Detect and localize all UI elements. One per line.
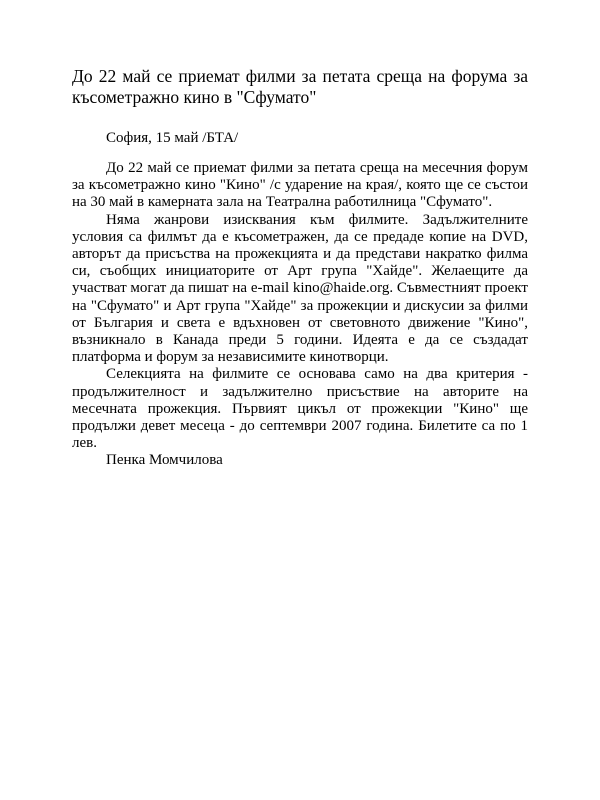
article-title: До 22 май се приемат филми за петата среща на форума за късометражно кино в "Сфумато" <box>72 66 528 107</box>
author-signature: Пенка Момчилова <box>106 452 223 469</box>
article-body <box>72 160 528 470</box>
body-paragraph: Няма жанрови изисквания към филмите. Задължителните условия са филмът да е късометражен, да се предаде копие на DVD, авторът да присъства на прожекцията и да представи накратко филма си, съобщих инициаторите от Арт група "Хайде". Желаещите да участват могат да пишат на e-mail kino@haide.org. Съвместният проект на "Сфумато" и Арт група "Хайде" за прожекции и дискусии за филми от България и света е вдъхновен от световното движение "Кино", възникнало в Канада преди 5 години. Идеята е да се създадат платформа и форум за независимите кинотворци. <box>72 211 528 366</box>
body-paragraph: Селекцията на филмите се основава само на два критерия - продължителност и задължително присъствие на авторите на месечната прожекция. Първият цикъл от прожекции "Кино" ще продължи девет месеца - до септември 2007 година. Билетите са по 1 лев. <box>72 366 528 452</box>
article-dateline: София, 15 май /БТА/ <box>106 130 239 146</box>
body-paragraph: До 22 май се приемат филми за петата среща на месечния форум за късометражно кино "Кино" /с ударение на края/, която ще се състои на 30 май в камерната зала на Театрална работилница "Сфумато". <box>72 160 528 211</box>
